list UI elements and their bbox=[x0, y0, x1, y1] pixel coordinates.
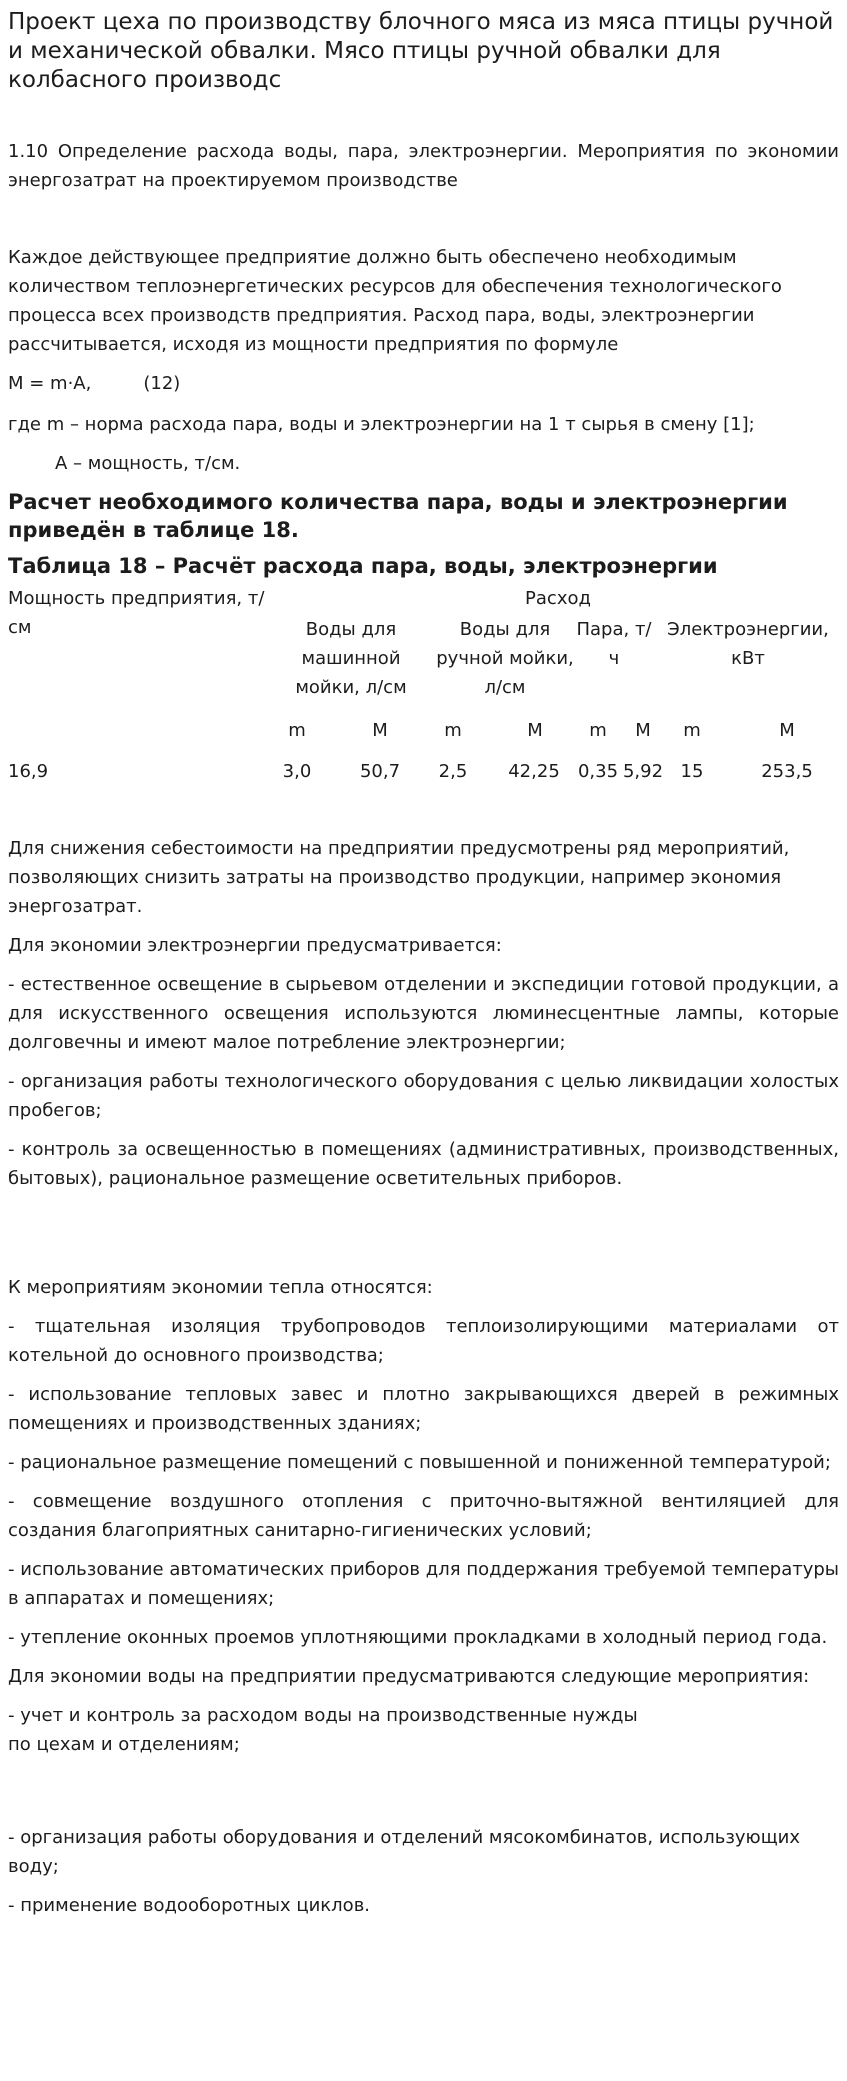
consumption-table bbox=[8, 584, 839, 834]
heat-intro: К мероприятиям экономии тепла относятся: bbox=[8, 1277, 433, 1298]
water-item bbox=[8, 1701, 839, 1759]
heat-item: - рациональное размещение помещений с повышенной и пониженной температурой; bbox=[8, 1452, 831, 1473]
table-caption: Таблица 18 – Расчёт расхода пара, воды, электроэнергии bbox=[8, 554, 718, 578]
section-heading: 1.10 Определение расхода воды, пара, электроэнергии. Мероприятия по экономии энергозатрат на проектируемом производстве bbox=[8, 141, 839, 191]
table-cell-value: 15 bbox=[680, 761, 704, 782]
spacer bbox=[8, 1769, 839, 1823]
formula: М = m·А, bbox=[8, 373, 92, 394]
table-cell-capacity: 16,9 bbox=[8, 761, 49, 782]
table-cell-value: 0,35 bbox=[577, 761, 619, 782]
water-item: - организация работы оборудования и отделений мясокомбинатов, использующих воду; bbox=[8, 1827, 801, 1877]
sub-header-M: М bbox=[527, 720, 543, 741]
table-cell-value: 5,92 bbox=[622, 761, 664, 782]
group-header-hand-water: Воды для ручной мойки, л/см bbox=[436, 619, 574, 698]
sub-header-m: m bbox=[683, 720, 701, 741]
table-cell-value: 253,5 bbox=[761, 761, 813, 782]
water-item-line: - учет и контроль за расходом воды на производственные нужды bbox=[8, 1705, 638, 1726]
group-header-steam: Пара, т/ч bbox=[576, 619, 652, 669]
sub-header-M: М bbox=[635, 720, 651, 741]
table-reference-heading: Расчет необходимого количества пара, воды и электроэнергии приведён в таблице 18. bbox=[8, 490, 788, 542]
heat-item: - совмещение воздушного отопления с приточно-вытяжной вентиляцией для создания благоприятных санитарно-гигиенических условий; bbox=[8, 1491, 839, 1541]
table-cell-value: 2,5 bbox=[438, 761, 468, 782]
where-a-line: А – мощность, т/см. bbox=[55, 453, 241, 474]
table-cell-value: 42,25 bbox=[508, 761, 560, 782]
table-cell-value: 50,7 bbox=[359, 761, 401, 782]
formula-line bbox=[8, 369, 839, 398]
heat-item: - утепление оконных проемов уплотняющими прокладками в холодный период года. bbox=[8, 1627, 828, 1648]
electricity-item: - организация работы технологического оборудования с целью ликвидации холостых пробегов; bbox=[8, 1071, 839, 1121]
electricity-item: - контроль за освещенностью в помещениях (административных, производственных, бытовых), рациональное размещение осветительных приборов. bbox=[8, 1139, 839, 1189]
spacer bbox=[8, 1203, 839, 1273]
electricity-intro: Для экономии электроэнергии предусматривается: bbox=[8, 935, 502, 956]
heat-item: - тщательная изоляция трубопроводов теплоизолирующими материалами от котельной до основного производства; bbox=[8, 1316, 839, 1366]
cost-paragraph: Для снижения себестоимости на предприятии предусмотрены ряд мероприятий, позволяющих снизить затраты на производство продукции, например экономия энергозатрат. bbox=[8, 838, 790, 917]
sub-header-M: М bbox=[779, 720, 795, 741]
table-cell-value: 3,0 bbox=[282, 761, 312, 782]
sub-header-M: М bbox=[372, 720, 388, 741]
water-item: - применение водооборотных циклов. bbox=[8, 1895, 371, 1916]
electricity-item: - естественное освещение в сырьевом отделении и экспедиции готовой продукции, а для искусственного освещения используются люминесцентные лампы, которые долговечны и имеют малое потребление электроэнергии; bbox=[8, 974, 839, 1053]
document-title: Проект цеха по производству блочного мяса из мяса птицы ручной и механической обвалки. Мясо птицы ручной обвалки для колбасного производс bbox=[8, 9, 834, 93]
heat-item: - использование тепловых завес и плотно закрывающихся дверей в режимных помещениях и производственных зданиях; bbox=[8, 1384, 839, 1434]
where-line: где m – норма расхода пара, воды и электроэнергии на 1 т сырья в смену [1]; bbox=[8, 414, 755, 435]
sub-header-m: m bbox=[288, 720, 306, 741]
sub-header-m: m bbox=[444, 720, 462, 741]
sub-header-m: m bbox=[589, 720, 607, 741]
group-header-machine-water: Воды для машинной мойки, л/см bbox=[295, 619, 407, 698]
formula-number: (12) bbox=[143, 373, 181, 394]
heat-item: - использование автоматических приборов для поддержания требуемой температуры в аппаратах и помещениях; bbox=[8, 1559, 839, 1609]
intro-paragraph: Каждое действующее предприятие должно быть обеспечено необходимым количеством теплоэнергетических ресурсов для обеспечения технологического процесса всех производств предприятия. Расход пара, воды, электроэнергии рассчитывается, исходя из мощности предприятия по формуле bbox=[8, 247, 782, 355]
capacity-header: Мощность предприятия, т/см bbox=[8, 588, 265, 638]
water-item-line: по цехам и отделениям; bbox=[8, 1734, 240, 1755]
group-header-electricity: Электроэнергии, кВт bbox=[667, 619, 829, 669]
consumption-header: Расход bbox=[525, 588, 591, 609]
water-intro: Для экономии воды на предприятии предусматриваются следующие мероприятия: bbox=[8, 1666, 810, 1687]
